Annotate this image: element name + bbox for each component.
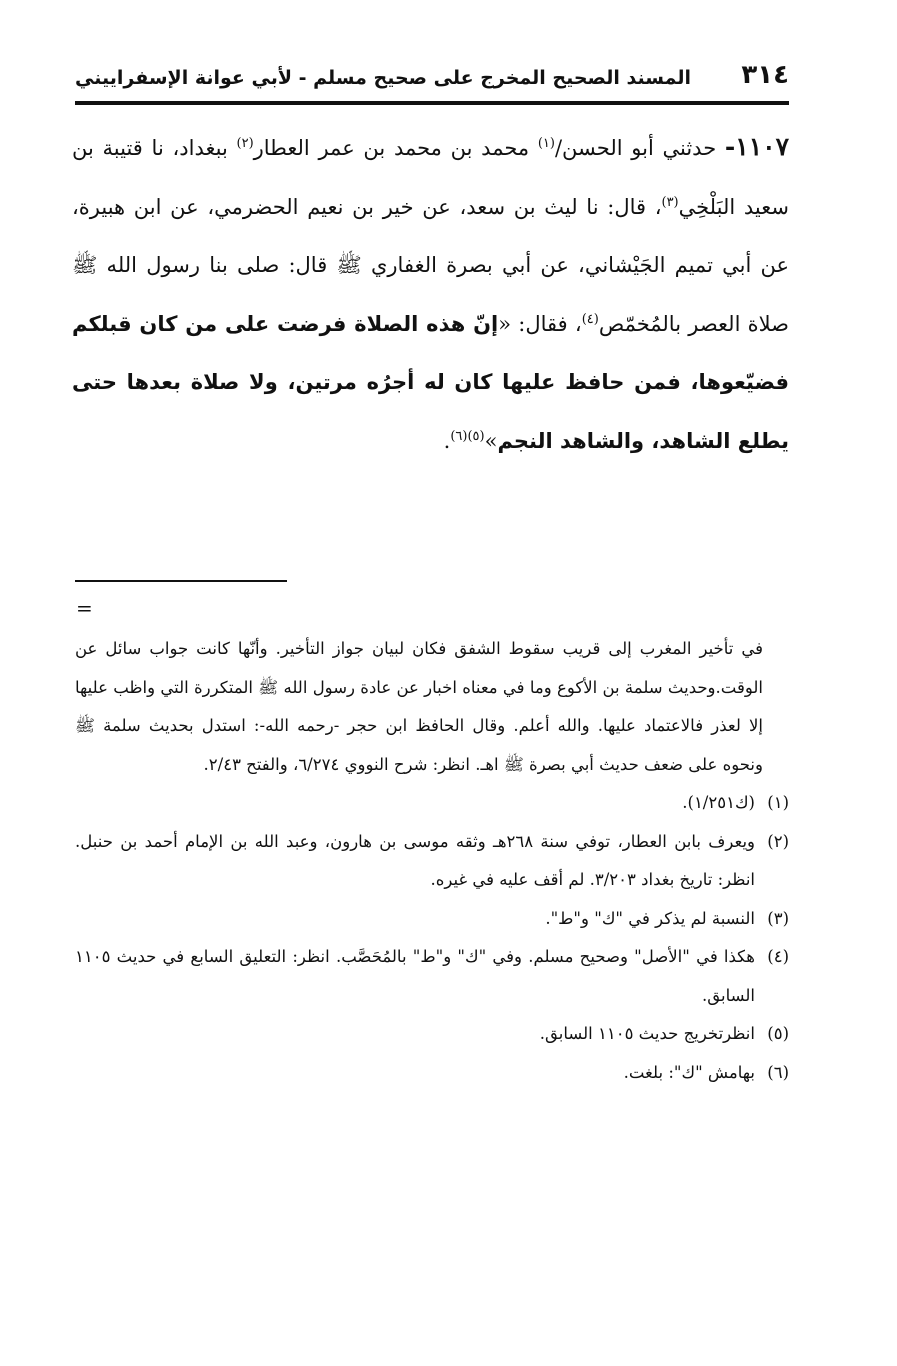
hadith-number: ١١٠٧- <box>724 132 789 161</box>
footnote-number: (٦) <box>767 1062 789 1082</box>
footnote-item <box>75 938 789 1015</box>
footnote-text: انظرتخريج حديث ١١٠٥ السابق. <box>539 1024 755 1043</box>
footnote-ref-5-6: (٥)(٦) <box>450 428 485 444</box>
footnote-text: النسبة لم يذكر في "ك" و"ط". <box>545 908 755 928</box>
footnote-number: (٥) <box>767 1024 789 1043</box>
page-header <box>75 62 789 88</box>
hadith-text-segment: ، فقال: « <box>498 311 582 336</box>
footnotes <box>75 630 789 1092</box>
footnote-ref-1: (١) <box>537 136 555 151</box>
footnote-number: (٤) <box>767 947 789 966</box>
footnote-text: (ك١/٢٥١). <box>682 793 755 812</box>
footnote-ref-2: (٢) <box>236 136 254 151</box>
footnote-continuation: في تأخير المغرب إلى قريب سقوط الشفق فكان لبيان جواز التأخير. وأنّها كانت جواب سائل عن الوقت.وحديث سلمة بن الأكوع وما في معناه اخبار عن عادة رسول الله ﷺ المتكررة التي واظب عليها إلا لعذر فالاعتماد عليها. والله أعلم. وقال الحافظ ابن حجر -رحمه الله-: استدل بحديث سلمة ﷺ ونحوه على ضعف حديث أبي بصرة ﷺ اهـ. انظر: شرح النووي ٦/٢٧٤، والفتح ٢/٤٣. <box>75 639 763 774</box>
footnote-separator <box>75 580 287 582</box>
footnote-text: بهامش "ك": بلغت. <box>623 1062 755 1082</box>
hadith-text-segment: ببغداد، نا قتيبة بن سعيد البَلْخِي <box>72 136 789 219</box>
footnote-item <box>75 1054 789 1093</box>
footnote-item <box>75 784 789 823</box>
page-number: ٣١٤ <box>741 60 789 90</box>
hadith-text-segment: . <box>443 428 451 453</box>
hadith-text-segment: محمد بن محمد بن عمر العطار <box>253 136 538 160</box>
footnote-ref-3: (٣) <box>661 194 679 210</box>
header-rule <box>75 101 789 105</box>
footnote-item <box>75 823 789 900</box>
footnote-number: (٣) <box>767 908 789 928</box>
footnote-item <box>75 900 789 939</box>
footnote-text: هكذا في "الأصل" وصحيح مسلم. وفي "ك" و"ط" بالمُحَصَّب. انظر: التعليق السابع في حديث ١١٠٥ السابق. <box>75 947 755 1005</box>
prophetic-saying: إنّ هذه الصلاة فرضت على من كان قبلكم فضيّعوها، فمن حافظ عليها كان له أجرُه مرتين، ولا صلاة بعدها حتى يطلع الشاهد، والشاهد النجم <box>72 311 789 453</box>
hadith-text-segment: ، قال: نا ليث بن سعد، عن خير بن نعيم الحضرمي، عن ابن هبيرة، عن أبي تميم الجَيْشاني، عن أبي بصرة الغفاري ﷺ قال: صلى بنا رسول الله ﷺ صلاة العصر بالمُخمّص <box>72 194 789 336</box>
footnote-ref-4: (٤) <box>581 311 599 327</box>
footnote-number: (١) <box>767 793 789 812</box>
footnote-item <box>75 1015 789 1054</box>
footnote-number: (٢) <box>767 831 790 851</box>
hadith-text <box>72 118 789 470</box>
running-title: المسند الصحيح المخرج على صحيح مسلم - لأبي عوانة الإسفراييني <box>75 67 691 89</box>
hadith-text-segment: حدثني أبو الحسن/ <box>554 136 725 160</box>
continuation-mark: = <box>76 596 93 620</box>
hadith-text-segment: » <box>484 428 498 453</box>
footnote-text: ويعرف بابن العطار، توفي سنة ٢٦٨هـ وثقه موسى بن هارون، وعبد الله بن الإمام أحمد بن حنبل. انظر: تاريخ بغداد ٣/٢٠٣. لم أقف عليه في غيره. <box>75 831 756 889</box>
